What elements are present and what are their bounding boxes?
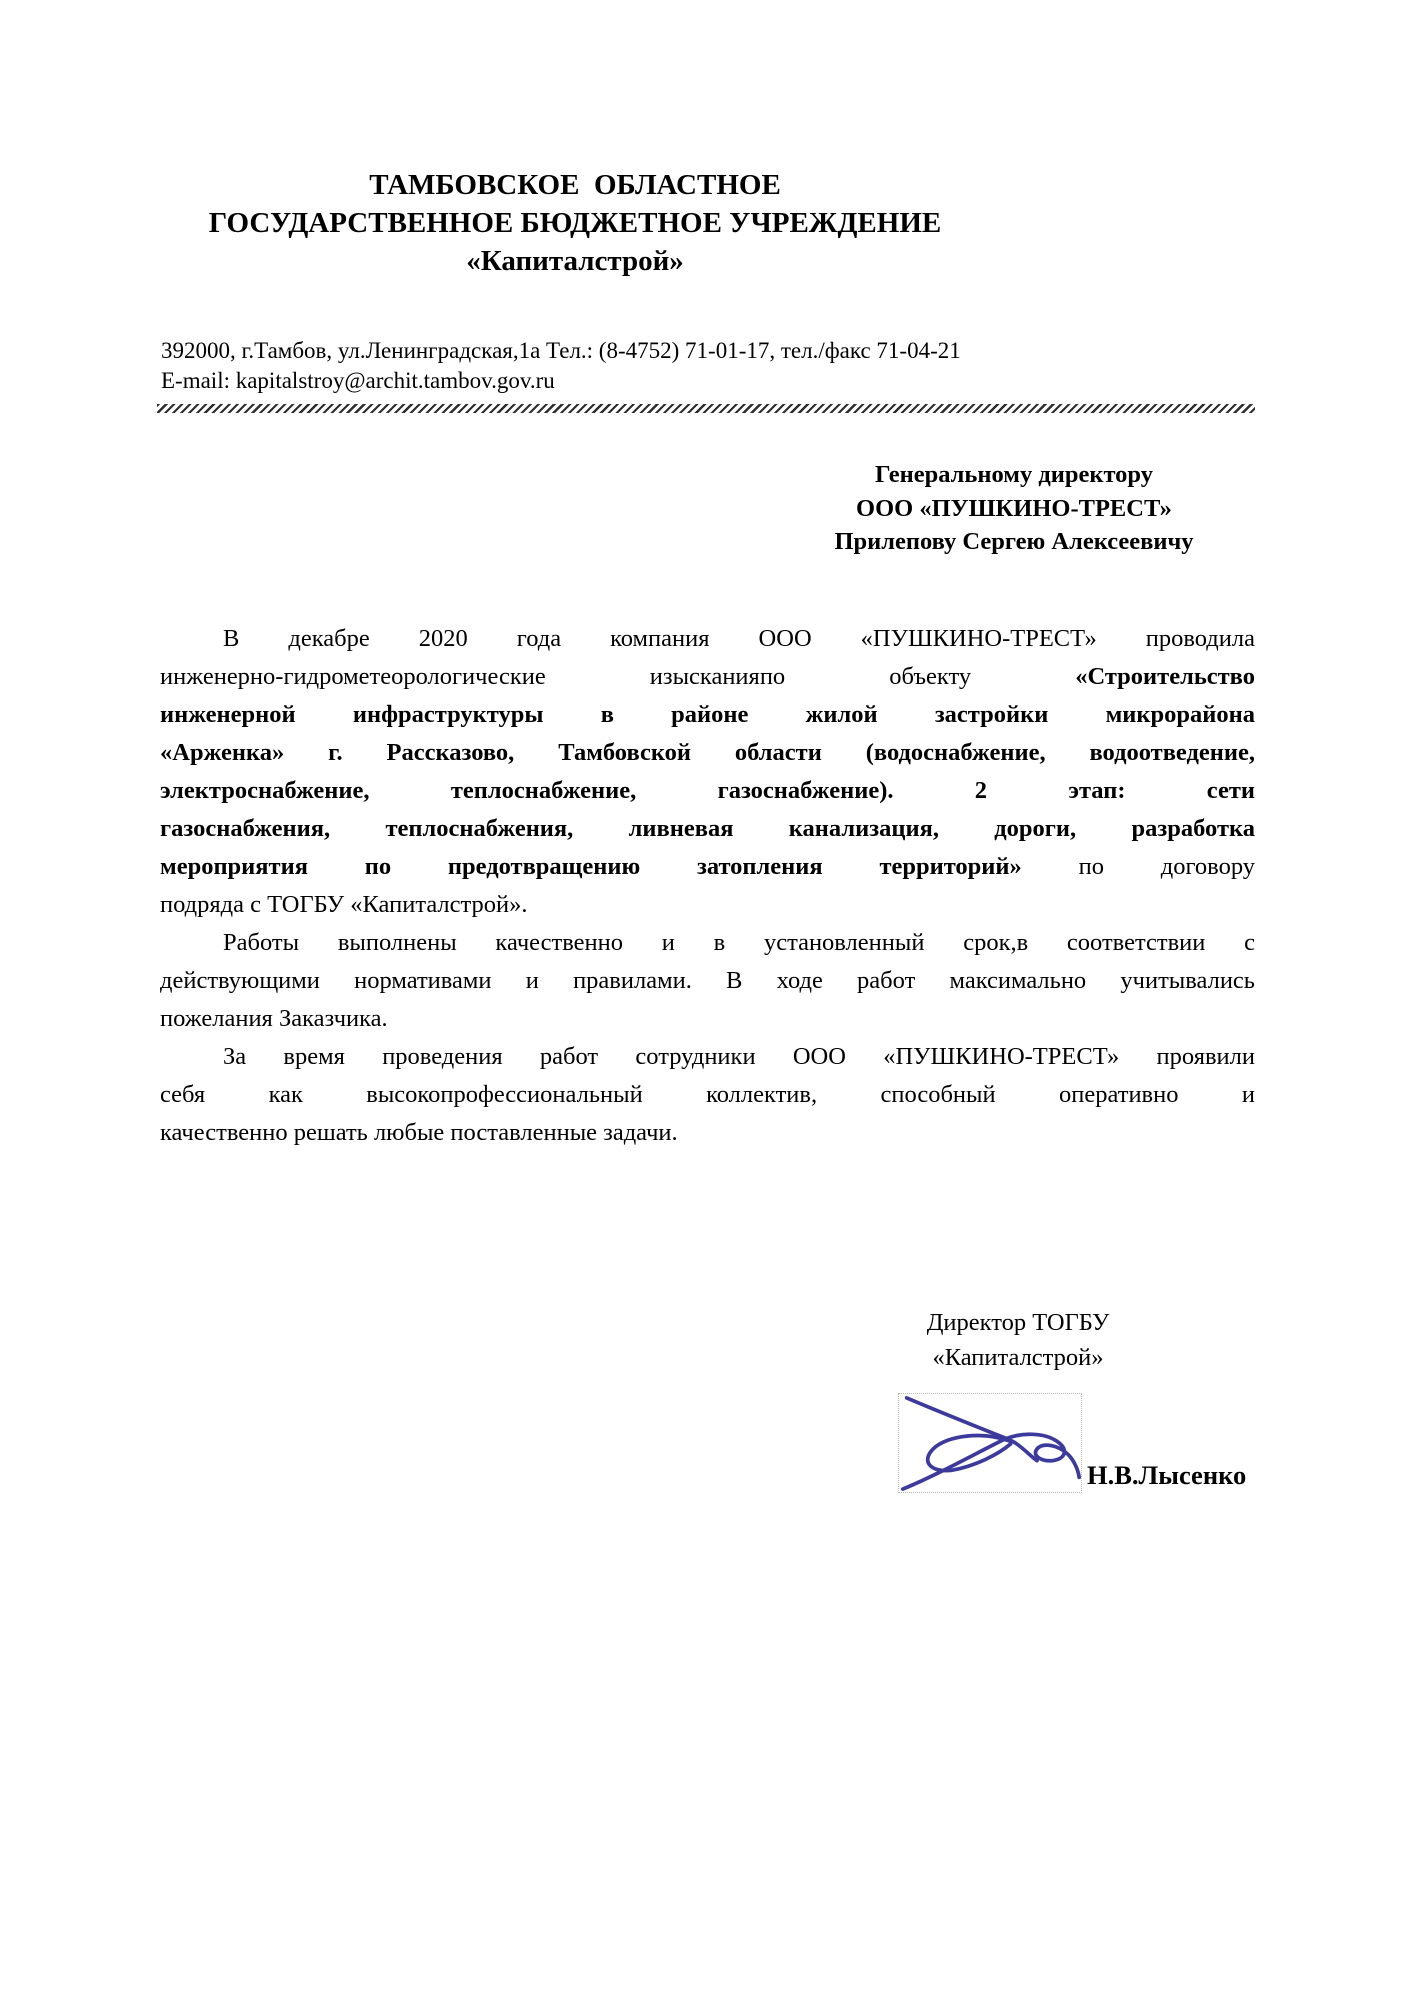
org-name-line1: ТАМБОВСКОЕ ОБЛАСТНОЕ [369, 169, 781, 201]
body-text: В декабре 2020 года компания ООО «ПУШКИНО-ТРЕСТ» проводила [223, 625, 1255, 652]
body-text: инженерно-гидрометеорологические изысканияпо объекту [160, 663, 1076, 690]
body-text: подряда с ТОГБУ «Капиталстрой». [160, 891, 528, 918]
body-line [160, 886, 1255, 924]
body-text: по договору [1021, 853, 1255, 880]
body-text-bold: «Строительство [1075, 663, 1255, 690]
body-line [160, 620, 1255, 658]
body-line [160, 962, 1255, 1000]
body-text-bold: «Арженка» г. Рассказово, Тамбовской области (водоснабжение, водоотведение, [160, 739, 1255, 766]
body-line [160, 810, 1255, 848]
hatched-divider [157, 404, 1255, 413]
body-text: действующими нормативами и правилами. В ходе работ максимально учитывались [160, 967, 1255, 994]
body-text: себя как высокопрофессиональный коллектив, способный оперативно и [160, 1081, 1255, 1108]
body-line [160, 924, 1255, 962]
body-text-bold: электроснабжение, теплоснабжение, газоснабжение). 2 этап: сети [160, 777, 1255, 804]
signature-image-frame [898, 1393, 1082, 1493]
signer-title-line2: «Капиталстрой» [932, 1344, 1104, 1371]
signer-name: Н.В.Лысенко [1087, 1460, 1247, 1490]
org-name-line2: ГОСУДАРСТВЕННОЕ БЮДЖЕТНОЕ УЧРЕЖДЕНИЕ [208, 207, 942, 239]
body-text-bold: инженерной инфраструктуры в районе жилой застройки микрорайона [160, 701, 1255, 728]
body-line [160, 734, 1255, 772]
body-line [160, 1038, 1255, 1076]
address-phone-line: 392000, г.Тамбов, ул.Ленинградская,1а Тел.: (8-4752) 71-01-17, тел./факс 71-04-21 [161, 338, 961, 363]
contact-block [161, 336, 1256, 396]
signer-title-block [828, 1305, 1208, 1375]
body-text: Работы выполнены качественно и в установленный срок,в соответствии с [223, 929, 1255, 956]
body-paragraphs [160, 620, 1255, 1152]
signer-title-line1: Директор ТОГБУ [926, 1309, 1110, 1336]
body-text: пожелания Заказчика. [160, 1005, 388, 1032]
recipient-company: ООО «ПУШКИНО-ТРЕСТ» [856, 494, 1172, 522]
body-line [160, 1076, 1255, 1114]
body-line [160, 1114, 1255, 1152]
body-text: За время проведения работ сотрудники ООО «ПУШКИНО-ТРЕСТ» проявили [223, 1043, 1255, 1070]
recipient-block [818, 458, 1210, 559]
body-line [160, 1000, 1255, 1038]
body-line [160, 696, 1255, 734]
email-line: E-mail: kapitalstroy@archit.tambov.gov.ru [161, 368, 555, 393]
body-text-bold: газоснабжения, теплоснабжения, ливневая канализация, дороги, разработка [160, 815, 1255, 842]
org-name-line3: «Капиталстрой» [466, 245, 684, 277]
body-line [160, 658, 1255, 696]
recipient-person: Прилепову Сергею Алексеевичу [834, 528, 1194, 555]
recipient-position: Генеральному директору [875, 461, 1153, 488]
body-text: качественно решать любые поставленные задачи. [160, 1119, 678, 1146]
body-line [160, 772, 1255, 810]
signature-stroke [907, 1398, 1037, 1461]
body-line [160, 848, 1255, 886]
letterhead [160, 166, 990, 280]
signature-scrawl-icon [899, 1394, 1081, 1492]
body-text-bold: мероприятия по предотвращению затопления территорий» [160, 853, 1022, 880]
